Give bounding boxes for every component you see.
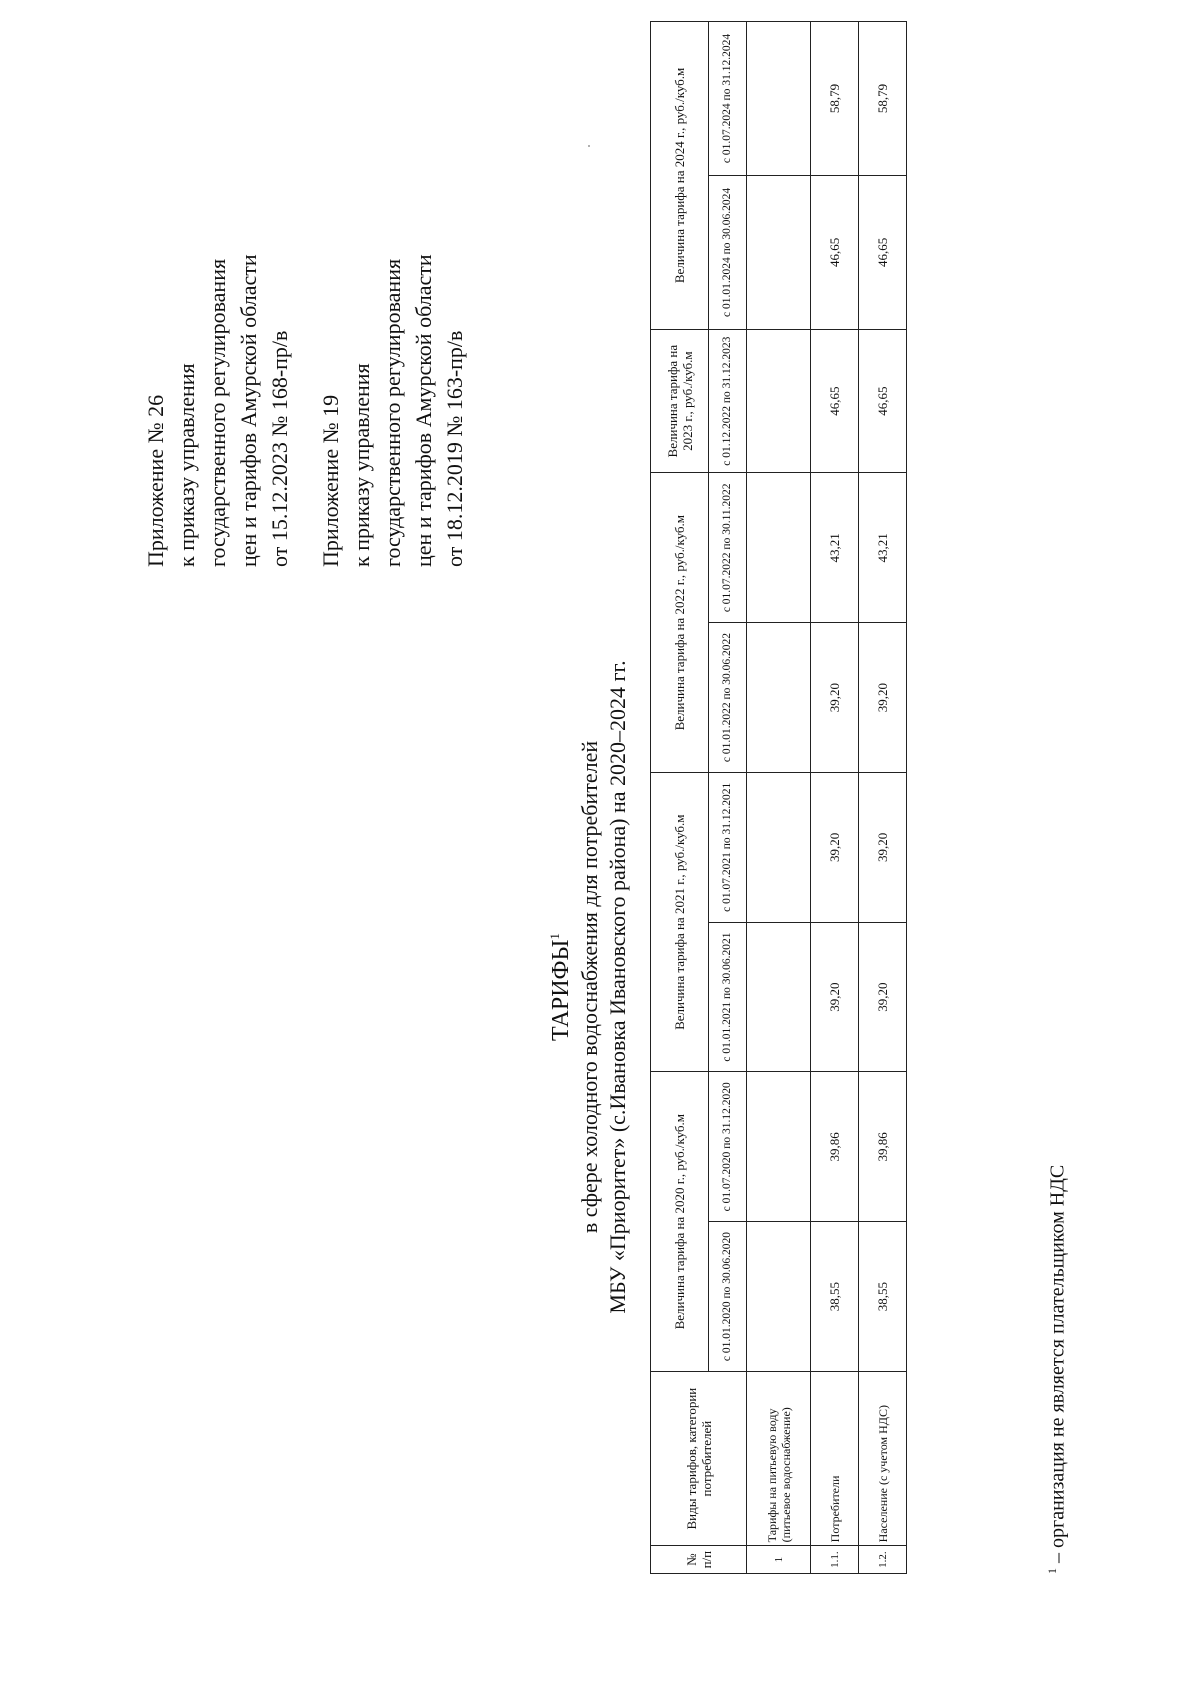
document-title [540, 387, 632, 1587]
footnote-mark: 1 [1045, 1568, 1059, 1574]
header-2022: Величина тарифа на 2022 г., руб./куб.м [651, 473, 709, 773]
row-category: Потребители [811, 1371, 859, 1545]
tariff-cell: 58,79 [859, 22, 907, 176]
appendix-19-line: от 18.12.2019 № 163-пр/в [442, 330, 467, 567]
footnote-text: – организация не является плательщиком НДС [1046, 1164, 1069, 1568]
title-footnote-mark: 1 [547, 933, 562, 940]
tariff-cell: 39,20 [859, 922, 907, 1072]
appendix-26-block [140, 254, 295, 567]
period-header: с 01.07.2022 по 30.11.2022 [709, 473, 747, 623]
tariff-table [650, 21, 907, 1574]
tariff-cell [747, 623, 811, 773]
tariff-cell: 46,65 [859, 329, 907, 473]
period-header: с 01.12.2022 по 31.12.2023 [709, 329, 747, 473]
period-header: с 01.01.2022 по 30.06.2022 [709, 623, 747, 773]
tariff-cell: 39,20 [859, 772, 907, 922]
tariff-cell: 39,20 [811, 623, 859, 773]
tariff-cell: 46,65 [859, 175, 907, 329]
tariff-cell: 38,55 [811, 1222, 859, 1372]
period-header: с 01.07.2024 по 31.12.2024 [709, 22, 747, 176]
row-category: Население (с учетом НДС) [859, 1371, 907, 1545]
row-number: 1.1. [811, 1546, 859, 1574]
title-line-1: в сфере холодного водоснабжения для потребителей [577, 740, 602, 1234]
tariff-cell [747, 473, 811, 623]
period-header: с 01.01.2024 по 30.06.2024 [709, 175, 747, 329]
tariff-cell [747, 772, 811, 922]
table-period-row [709, 22, 747, 1574]
period-header: с 01.07.2021 по 31.12.2021 [709, 772, 747, 922]
tariff-cell [747, 1222, 811, 1372]
tariff-cell [747, 175, 811, 329]
tariff-cell [747, 922, 811, 1072]
table-header-row [651, 22, 709, 1574]
header-2020: Величина тарифа на 2020 г., руб./куб.м [651, 1072, 709, 1372]
appendix-19-line: Приложение № 19 [318, 394, 343, 567]
tariff-cell: 39,20 [811, 922, 859, 1072]
row-category: Тарифы на питьевую воду (питьевое водоснабжение) [747, 1371, 811, 1545]
header-kind: Виды тарифов, категории потребителей [651, 1371, 747, 1545]
appendix-19-line: к приказу управления [349, 363, 374, 567]
row-number: 1.2. [859, 1546, 907, 1574]
title-main [540, 387, 576, 1587]
appendix-26-line: цен и тарифов Амурской области [236, 254, 261, 567]
tariff-cell: 58,79 [811, 22, 859, 176]
row-number: 1 [747, 1546, 811, 1574]
period-header: с 01.07.2020 по 31.12.2020 [709, 1072, 747, 1222]
table-row [859, 22, 907, 1574]
tariff-cell: 39,86 [811, 1072, 859, 1222]
header-2023: Величина тарифа на 2023 г., руб./куб.м [651, 329, 709, 473]
appendix-19-line: государственного регулирования [380, 258, 405, 567]
appendix-19-line: цен и тарифов Амурской области [411, 254, 436, 567]
scan-speck [588, 145, 590, 147]
footnote [1040, 1165, 1070, 1574]
tariff-cell: 46,65 [811, 329, 859, 473]
tariff-cell [747, 329, 811, 473]
title-word: ТАРИФЫ [548, 939, 574, 1041]
appendix-26-line: государственного регулирования [205, 258, 230, 567]
table-row [811, 22, 859, 1574]
tariff-cell: 38,55 [859, 1222, 907, 1372]
tariff-cell: 43,21 [811, 473, 859, 623]
header-2024: Величина тарифа на 2024 г., руб./куб.м [651, 22, 709, 330]
tariff-cell: 46,65 [811, 175, 859, 329]
header-2021: Величина тарифа на 2021 г., руб./куб.м [651, 772, 709, 1072]
tariff-cell [747, 22, 811, 176]
tariff-cell: 43,21 [859, 473, 907, 623]
period-header: с 01.01.2021 по 30.06.2021 [709, 922, 747, 1072]
appendix-26-line: Приложение № 26 [143, 394, 168, 567]
appendix-26-line: к приказу управления [174, 363, 199, 567]
appendix-19-block [315, 254, 470, 567]
tariff-cell [747, 1072, 811, 1222]
period-header: с 01.01.2020 по 30.06.2020 [709, 1222, 747, 1372]
table-row [747, 22, 811, 1574]
tariff-cell: 39,86 [859, 1072, 907, 1222]
tariff-cell: 39,20 [811, 772, 859, 922]
tariff-cell: 39,20 [859, 623, 907, 773]
appendix-26-line: от 15.12.2023 № 168-пр/в [267, 330, 292, 567]
header-num: № п/п [651, 1546, 747, 1574]
title-line-2: МБУ «Приоритет» (с.Ивановка Ивановского района) на 2020–2024 гг. [605, 660, 630, 1314]
